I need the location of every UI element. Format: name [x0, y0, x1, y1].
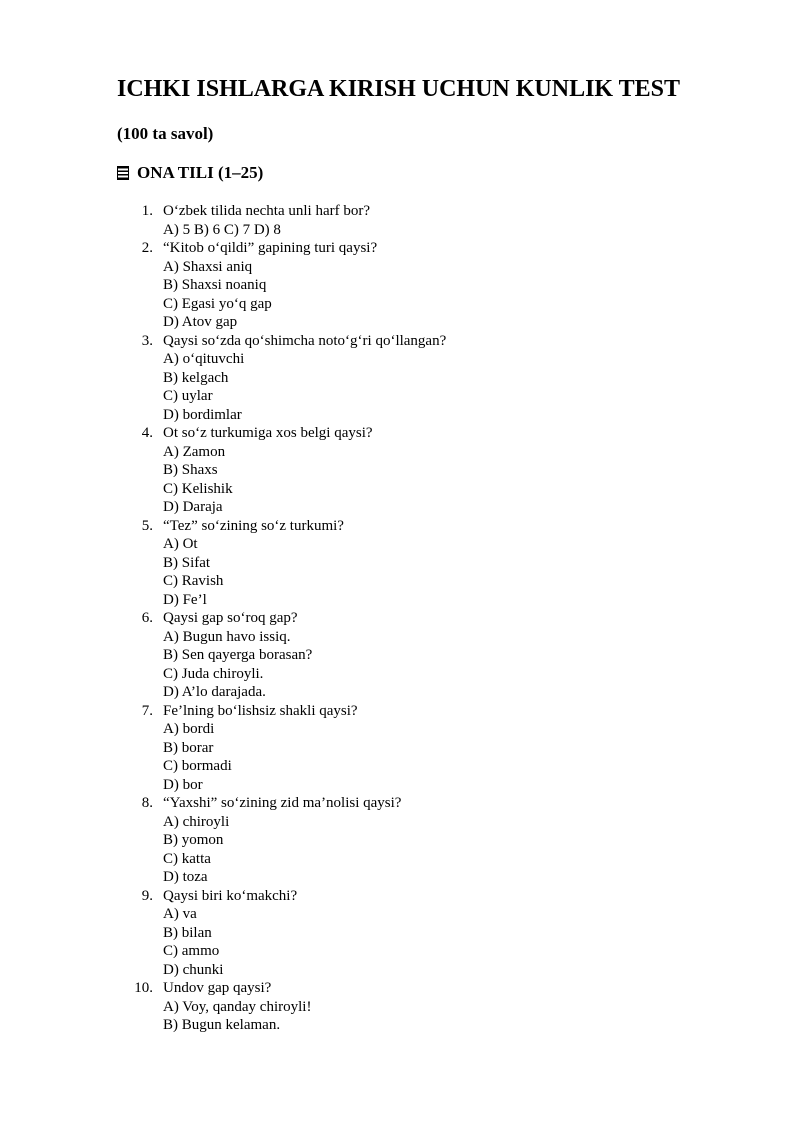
answer-option: D) bor	[163, 776, 203, 793]
question-number: 7.	[141, 702, 153, 719]
answer-option: A) Zamon	[163, 443, 226, 460]
answer-option: D) Fe’l	[163, 591, 207, 608]
question-text: Qaysi so‘zda qo‘shimcha noto‘g‘ri qo‘llangan?	[163, 332, 447, 349]
question-item	[117, 702, 446, 795]
answer-option: A) Shaxsi aniq	[163, 258, 253, 275]
answer-option: A) va	[163, 906, 197, 922]
question-item	[117, 517, 446, 610]
answer-option: D) chunki	[163, 961, 224, 978]
answer-option: C) Egasi yo‘q gap	[163, 295, 272, 312]
question-item	[117, 794, 446, 887]
question-item	[117, 609, 446, 702]
question-number: 2.	[141, 240, 153, 256]
answer-option: A) o‘qituvchi	[163, 351, 245, 367]
answer-option: C) Ravish	[163, 573, 224, 589]
answer-option: D) bordimlar	[163, 406, 242, 423]
answer-option: A) Voy, qanday chiroyli!	[163, 998, 312, 1015]
question-text: Undov gap qaysi?	[163, 980, 272, 996]
answer-option: C) bormadi	[163, 758, 232, 774]
question-item	[117, 979, 446, 1035]
question-number: 5.	[141, 517, 153, 534]
answer-option: C) katta	[163, 850, 211, 867]
answer-option: D) A’lo darajada.	[163, 684, 266, 700]
answer-option: A) Bugun havo issiq.	[163, 628, 291, 645]
answer-option: D) Atov gap	[163, 314, 238, 330]
question-number: 8.	[141, 795, 153, 811]
section-heading	[117, 163, 263, 183]
answer-option: C) ammo	[163, 943, 220, 959]
question-item	[117, 424, 446, 517]
answer-option: A) chiroyli	[163, 813, 230, 830]
question-list	[117, 202, 446, 1035]
question-item	[117, 202, 446, 239]
question-text: Fe’lning bo‘lishsiz shakli qaysi?	[163, 702, 358, 719]
answer-option: B) Sifat	[163, 554, 211, 571]
answer-option: B) kelgach	[163, 369, 229, 386]
question-number: 6.	[141, 610, 153, 626]
answer-option: B) Shaxsi noaniq	[163, 277, 267, 293]
answer-option: D) Daraja	[163, 499, 223, 515]
question-number: 3.	[141, 332, 153, 349]
answer-option: C) Juda chiroyli.	[163, 665, 264, 682]
question-number: 4.	[141, 425, 153, 441]
question-number: 10.	[134, 980, 153, 996]
document-icon	[117, 166, 129, 180]
question-item	[117, 239, 446, 332]
question-text: Qaysi gap so‘roq gap?	[163, 610, 298, 626]
question-text: Qaysi biri ko‘makchi?	[163, 887, 298, 904]
question-text: “Tez” so‘zining so‘z turkumi?	[163, 517, 344, 534]
question-number: 9.	[141, 887, 153, 904]
question-number: 1.	[141, 203, 153, 219]
question-item	[117, 887, 446, 980]
answer-option: B) Shaxs	[163, 462, 218, 478]
answer-option: B) borar	[163, 739, 214, 756]
answer-option: B) Bugun kelaman.	[163, 1017, 281, 1033]
question-text: Ot so‘z turkumiga xos belgi qaysi?	[163, 425, 373, 441]
document-title: ICHKI ISHLARGA KIRISH UCHUN KUNLIK TEST	[117, 76, 681, 102]
answer-option: C) Kelishik	[163, 480, 233, 497]
answer-option: A) Ot	[163, 536, 198, 552]
answer-option: B) Sen qayerga borasan?	[163, 647, 313, 663]
question-count: (100 ta savol)	[117, 124, 214, 143]
answer-option: B) yomon	[163, 832, 224, 848]
question-text: “Yaxshi” so‘zining zid ma’nolisi qaysi?	[163, 795, 402, 811]
section-label: ONA TILI (1–25)	[137, 163, 264, 182]
answer-option: A) bordi	[163, 721, 215, 737]
answer-option: B) bilan	[163, 924, 212, 941]
question-item	[117, 332, 446, 425]
question-text: O‘zbek tilida nechta unli harf bor?	[163, 203, 370, 219]
answer-option: C) uylar	[163, 388, 213, 404]
question-text: “Kitob o‘qildi” gapining turi qaysi?	[163, 240, 378, 256]
answer-option: D) toza	[163, 869, 208, 885]
answer-option: A) 5 B) 6 C) 7 D) 8	[163, 221, 281, 238]
